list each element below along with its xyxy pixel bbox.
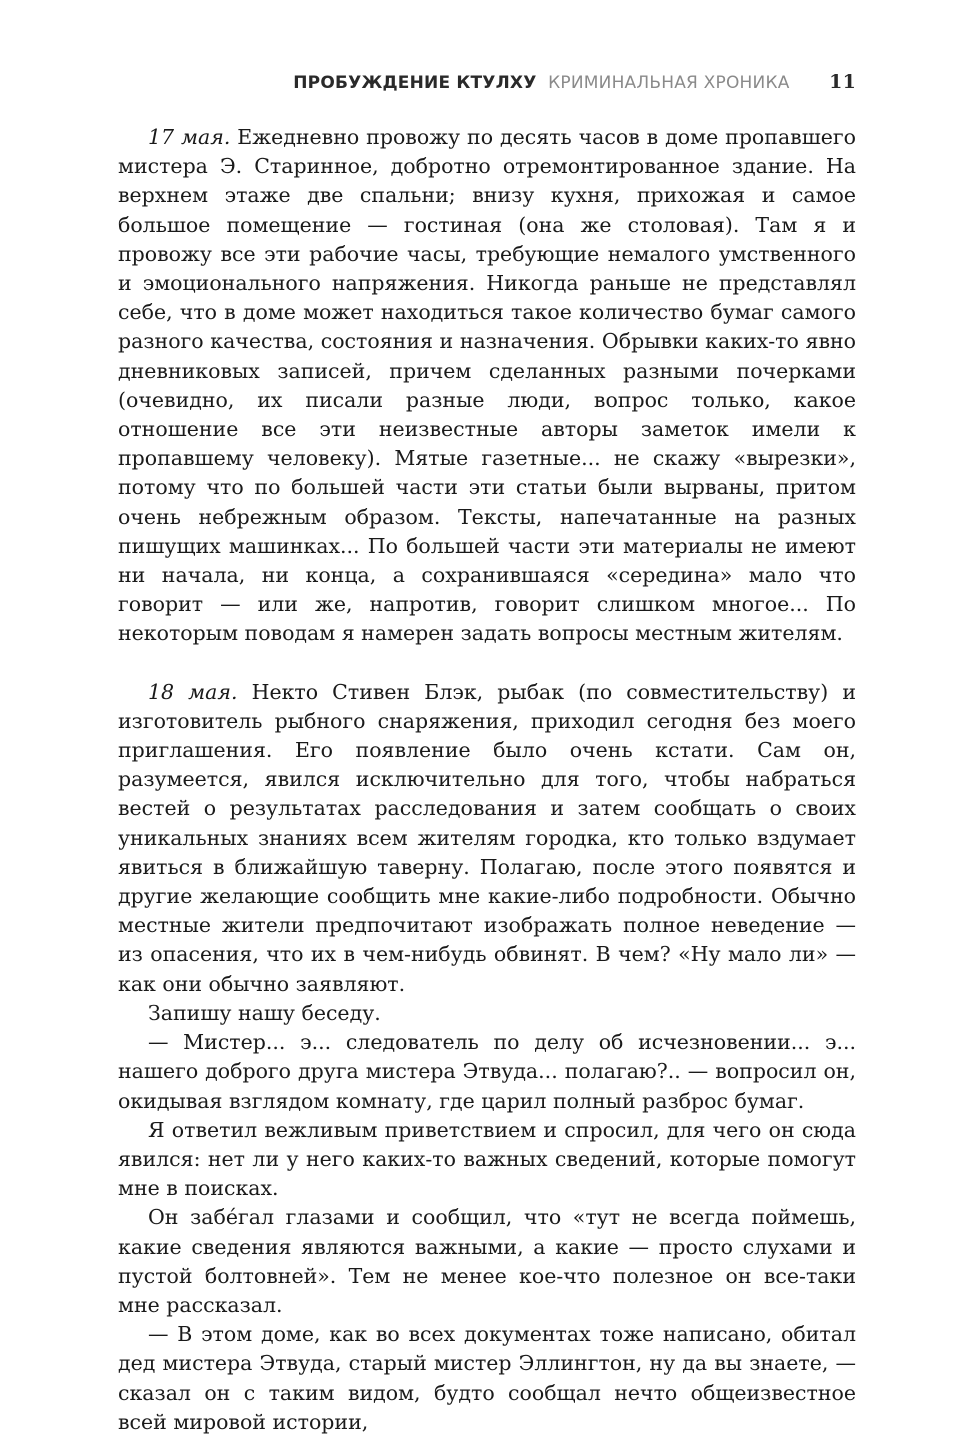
diary-entry-may-18 (118, 678, 856, 999)
entry-date: 18 мая. (148, 679, 238, 704)
paragraph: Он забе́гал глазами и сообщил, что «тут не всегда поймешь, какие сведения являются важными, а какие — просто слухами и пустой болтовней». Тем не менее кое-что полезное он все-таки мне рассказал. (118, 1205, 856, 1317)
paragraph: Я ответил вежливым приветствием и спросил, для чего он сюда явился: нет ли у него каких-то важных сведений, которые помогут мне в поисках. (118, 1117, 856, 1201)
section-title: КРИМИНАЛЬНАЯ ХРОНИКА (548, 73, 790, 93)
entry-text: Некто Стивен Блэк, рыбак (по совместительству) и изготовитель рыбного снаряжения, приходил сегодня без моего приглашения. Его появление было очень кстати. Сам он, разумеется, явился исключительно для того, чтобы набраться вестей о результатах расследования и затем сообщать о своих уникальных знаниях всем жителям городка, кто только вздумает явиться в ближайшую таверну. Полагаю, после этого появятся и другие желающие сообщить мне какие-либо подробности. Обычно местные жители предпочитают изображать полное неведение — из опасения, что их в чем-нибудь обвинят. В чем? «Ну мало ли» — как они обычно заявляют. (118, 679, 856, 996)
diary-entry-may-17 (118, 123, 856, 649)
paragraph: — Мистер... э... следователь по делу об исчезновении... э... нашего доброго друга мистера Этвуда... полагаю?.. — вопросил он, окидывая взглядом комнату, где царил полный разброс бумаг. (118, 1030, 856, 1113)
book-title: ПРОБУЖДЕНИЕ КТУЛХУ (293, 73, 537, 93)
page-number: 11 (829, 71, 856, 93)
entry-date: 17 мая. (148, 125, 231, 149)
entry-text: Ежедневно провожу по десять часов в доме пропавшего мистера Э. Старинное, добротно отремонтированное здание. На верхнем этаже две спальни; внизу кухня, прихожая и самое большое помещение — гостиная (она же столовая). Там я и провожу все эти рабочие часы, требующие немалого умственного и эмоционального напряжения. Никогда раньше не представлял себе, что в доме может находиться такое количество бумаг самого разного качества, состояния и назначения. Обрывки каких-то явно дневниковых записей, причем сделанных разными почерками (очевидно, их писали разные люди, вопрос только, какое отношение все эти неизвестные авторы заметок имели к пропавшему человеку). Мятые газетные... не скажу «вырезки», потому что по большей части эти статьи были вырваны, притом очень небрежным образом. Тексты, напечатанные на разных пишущих машинках... По большей части эти материалы не имеют ни начала, ни конца, а сохранившаяся «середина» мало что говорит — или же, напротив, говорит слишком многое... По некоторым поводам я намерен задать вопросы местным жителям. (118, 125, 856, 646)
running-header (293, 72, 856, 93)
paragraph: Запишу нашу беседу. (148, 1000, 381, 1025)
body-text (118, 123, 856, 1437)
paragraph: — В этом доме, как во всех документах тоже написано, обитал дед мистера Этвуда, старый мистер Эллингтон, ну да вы знаете, — сказал он с таким видом, будто сообщал нечто общеизвестное всей мировой истории, (118, 1322, 856, 1434)
